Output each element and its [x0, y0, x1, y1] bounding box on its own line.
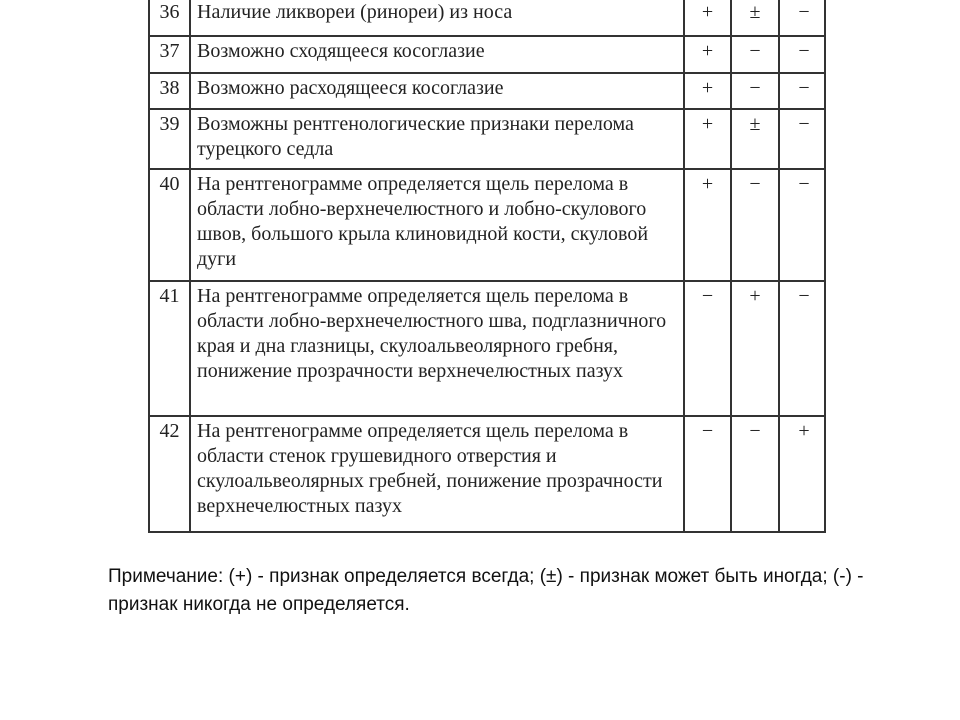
row-number: 42: [150, 416, 190, 533]
mark-cell: −: [779, 281, 826, 416]
row-number: 36: [150, 0, 190, 36]
mark-cell: +: [684, 0, 731, 36]
row-description: Наличие ликвореи (ринореи) из носа: [190, 0, 684, 36]
row-description: На рентгенограмме определяется щель перелома в области лобно-верхнечелюстного и лобно-скулового швов, большого крыла клиновидной кости, скуловой дуги: [190, 169, 684, 281]
table-row: [150, 36, 826, 73]
mark-cell: −: [779, 109, 826, 169]
row-description: На рентгенограмме определяется щель перелома в области лобно-верхнечелюстного шва, подглазничного края и дна глазницы, скулоальвеолярного гребня, понижение прозрачности верхнечелюстных пазух: [190, 281, 684, 416]
row-number: 41: [150, 281, 190, 416]
mark-cell: −: [731, 36, 779, 73]
table-row: [150, 73, 826, 109]
row-description: Возможно сходящееся косоглазие: [190, 36, 684, 73]
mark-cell: +: [684, 109, 731, 169]
mark-cell: −: [779, 36, 826, 73]
mark-cell: +: [779, 416, 826, 533]
table-row: [150, 0, 826, 36]
mark-cell: −: [779, 0, 826, 36]
mark-cell: −: [731, 73, 779, 109]
mark-cell: ±: [731, 0, 779, 36]
legend-note: Примечание: (+) - признак определяется всегда; (±) - признак может быть иногда; (-) - признак никогда не определяется.: [108, 566, 864, 615]
mark-cell: −: [731, 416, 779, 533]
row-number: 39: [150, 109, 190, 169]
mark-cell: −: [684, 416, 731, 533]
row-number: 40: [150, 169, 190, 281]
table-row: [150, 281, 826, 416]
mark-cell: ±: [731, 109, 779, 169]
row-number: 38: [150, 73, 190, 109]
row-description: На рентгенограмме определяется щель перелома в области стенок грушевидного отверстия и скулоальвеолярных гребней, понижение прозрачности верхнечелюстных пазух: [190, 416, 684, 533]
mark-cell: −: [779, 73, 826, 109]
row-number: 37: [150, 36, 190, 73]
table-row: [150, 416, 826, 533]
row-description: Возможны рентгенологические признаки перелома турецкого седла: [190, 109, 684, 169]
row-description: Возможно расходящееся косоглазие: [190, 73, 684, 109]
signs-table-container: [148, 0, 826, 533]
mark-cell: −: [731, 169, 779, 281]
mark-cell: +: [684, 169, 731, 281]
mark-cell: +: [684, 73, 731, 109]
mark-cell: +: [731, 281, 779, 416]
table-row: [150, 169, 826, 281]
mark-cell: −: [684, 281, 731, 416]
mark-cell: +: [684, 36, 731, 73]
table-row: [150, 109, 826, 169]
mark-cell: −: [779, 169, 826, 281]
signs-table: [150, 0, 826, 533]
